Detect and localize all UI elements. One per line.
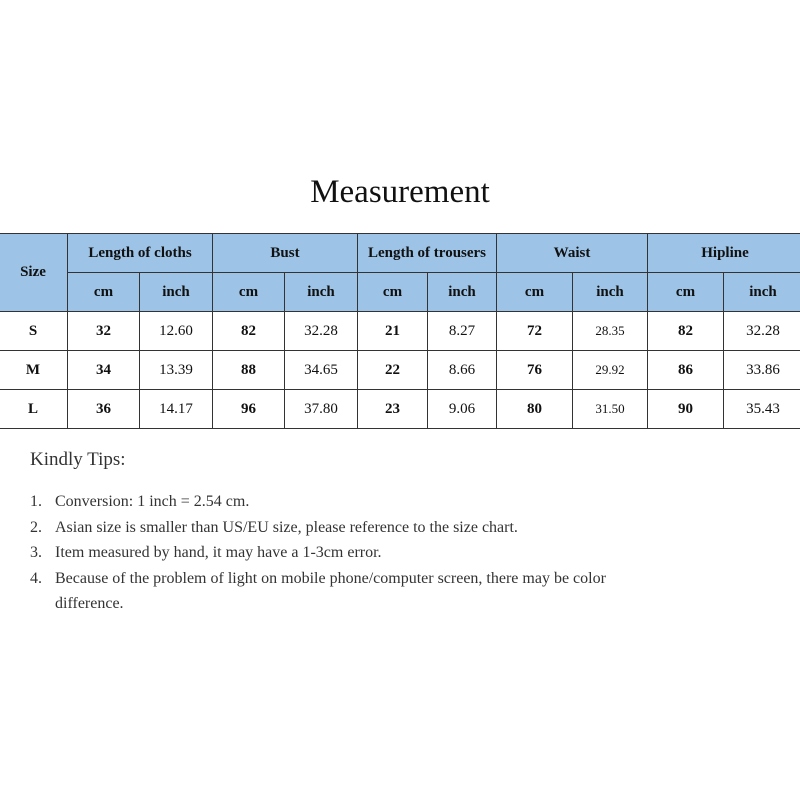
unit-header: cm (358, 273, 428, 312)
tip-item (30, 566, 630, 617)
cm-cell: 86 (648, 351, 724, 390)
tip-number: 3. (30, 544, 42, 561)
cm-cell: 82 (213, 312, 285, 351)
cm-cell: 82 (648, 312, 724, 351)
inch-cell: 31.50 (573, 390, 648, 429)
cm-cell: 96 (213, 390, 285, 429)
inch-cell: 28.35 (573, 312, 648, 351)
table-row (0, 351, 800, 390)
cm-cell: 80 (497, 390, 573, 429)
cm-cell: 76 (497, 351, 573, 390)
unit-header: inch (573, 273, 648, 312)
table-row (0, 312, 800, 351)
tip-number: 2. (30, 518, 42, 536)
inch-cell: 13.39 (140, 351, 213, 390)
size-header: Size (0, 234, 68, 312)
tips-heading: Kindly Tips: (30, 449, 126, 470)
inch-cell: 14.17 (140, 390, 213, 429)
unit-header: inch (724, 273, 800, 312)
header-length-of-cloths: Length of cloths (68, 234, 213, 273)
unit-header: cm (213, 273, 285, 312)
cm-cell: 72 (497, 312, 573, 351)
cm-cell: 34 (68, 351, 140, 390)
inch-cell: 8.27 (428, 312, 497, 351)
unit-header: inch (428, 273, 497, 312)
unit-header: cm (497, 273, 573, 312)
tip-text: Because of the problem of light on mobile phone/computer screen, there may be color difference. (55, 569, 606, 612)
table-header-row (0, 234, 800, 273)
header-hipline: Hipline (648, 234, 800, 273)
inch-cell: 34.65 (285, 351, 358, 390)
cm-cell: 88 (213, 351, 285, 390)
units-header-row (0, 273, 800, 312)
inch-cell: 37.80 (285, 390, 358, 429)
tip-text: Item measured by hand, it may have a 1-3cm error. (55, 544, 382, 561)
inch-cell: 32.28 (724, 312, 800, 351)
cm-cell: 23 (358, 390, 428, 429)
inch-cell: 29.92 (573, 351, 648, 390)
tip-text: Conversion: 1 inch = 2.54 cm. (55, 493, 250, 510)
unit-header: inch (285, 273, 358, 312)
unit-header: inch (140, 273, 213, 312)
size-cell: M (0, 351, 68, 390)
tip-number: 4. (30, 569, 42, 587)
cm-cell: 22 (358, 351, 428, 390)
tip-text: Asian size is smaller than US/EU size, please reference to the size chart. (55, 518, 518, 536)
cm-cell: 21 (358, 312, 428, 351)
inch-cell: 12.60 (140, 312, 213, 351)
size-cell: L (0, 390, 68, 429)
cm-cell: 90 (648, 390, 724, 429)
cm-cell: 32 (68, 312, 140, 351)
unit-header: cm (68, 273, 140, 312)
inch-cell: 8.66 (428, 351, 497, 390)
size-cell: S (0, 312, 68, 351)
inch-cell: 9.06 (428, 390, 497, 429)
table-row (0, 390, 800, 429)
header-length-of-trousers: Length of trousers (358, 234, 497, 273)
tips-list (30, 489, 630, 617)
tip-item (30, 489, 630, 515)
header-waist: Waist (497, 234, 648, 273)
tip-item (30, 540, 630, 566)
page-title: Measurement (310, 174, 490, 210)
header-bust: Bust (213, 234, 358, 273)
inch-cell: 35.43 (724, 390, 800, 429)
inch-cell: 33.86 (724, 351, 800, 390)
unit-header: cm (648, 273, 724, 312)
inch-cell: 32.28 (285, 312, 358, 351)
tip-item (30, 515, 630, 541)
size-chart-table (0, 233, 800, 429)
cm-cell: 36 (68, 390, 140, 429)
tip-number: 1. (30, 493, 42, 510)
